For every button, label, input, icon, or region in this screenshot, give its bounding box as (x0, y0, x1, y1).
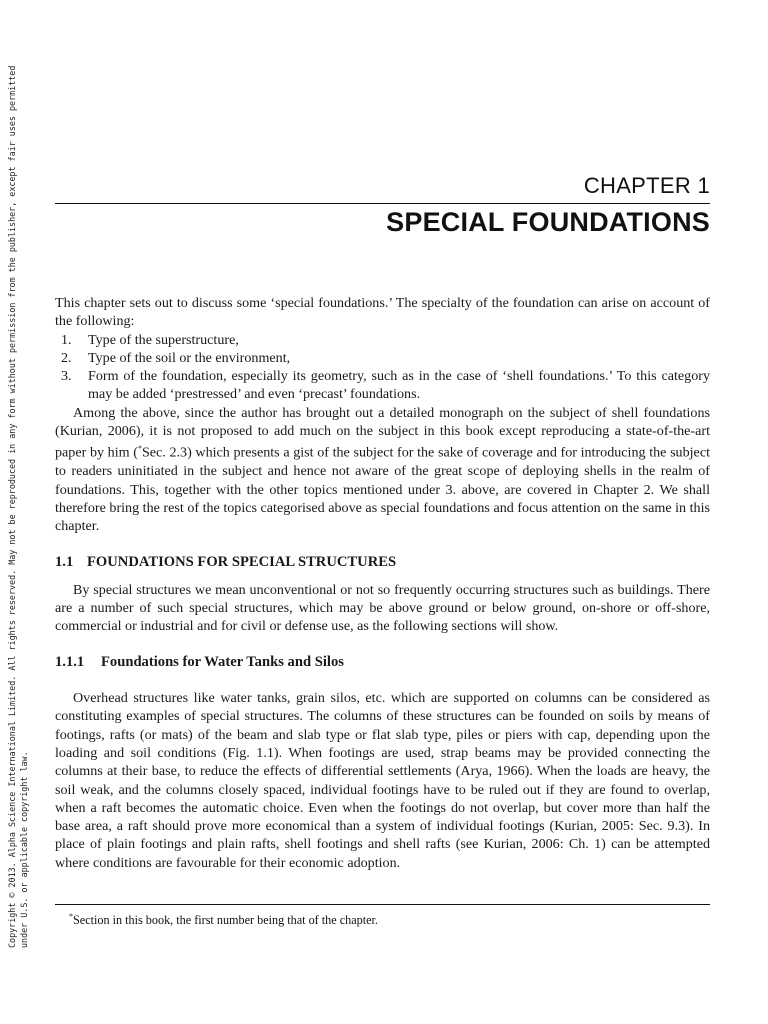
chapter-body (55, 294, 710, 872)
subsection-heading (55, 653, 710, 671)
list-item-text: Type of the soil or the environment, (88, 349, 291, 366)
factor-list (55, 331, 710, 404)
paragraph-text: Sec. 2.3) which presents a gist of the subject for the sake of coverage and for introducing the subject to readers uninitiated in the subject and hence not aware of the great scope of deploying shells in the realm of foundations. This, together with the other topics mentioned under 3. above, are covered in Chapter 2. We shall therefore bring the rest of the topics categorised above as special foundations and focus attention on the same in this chapter. (55, 445, 710, 535)
list-item-text: Form of the foundation, especially its geometry, such as in the case of ‘shell foundations.’ To this category may be added ‘prestressed’ and even ‘precast’ foundations. (88, 368, 710, 403)
footnote-reference: * (137, 444, 142, 454)
copyright-line-2: under U.S. or applicable copyright law. (19, 751, 29, 948)
chapter-title: SPECIAL FOUNDATIONS (386, 207, 710, 237)
subsection-title: Foundations for Water Tanks and Silos (101, 653, 344, 670)
list-item (55, 349, 710, 367)
subsection-number: 1.1.1 (55, 653, 85, 670)
copyright-line-1: Copyright © 2013. Alpha Science International Limited. All rights reserved. May not be reproduced in any form without permission from the publisher, except fair uses permitted (7, 65, 17, 948)
list-item (55, 331, 710, 349)
section-number: 1.1 (55, 553, 74, 570)
list-item-number: 1. (61, 331, 72, 348)
section-heading (55, 553, 710, 571)
copyright-notice (6, 65, 30, 948)
section-title: FOUNDATIONS FOR SPECIAL STRUCTURES (87, 553, 397, 570)
chapter-label: CHAPTER 1 (583, 173, 710, 198)
list-item-number: 2. (61, 349, 72, 366)
subsection-paragraph: Overhead structures like water tanks, grain silos, etc. which are supported on columns can be considered as constituting examples of special structures. The columns of these structures can be founded on soils by means of footings, rafts (or mats) of the beam and slab type or flat slab type, piles or piers with cap, depending upon the loading and soil conditions (Fig. 1.1). When footings are used, strap beams may be provided connecting the columns at their base, to reduce the effects of differential settlements (Arya, 1966). When the loads are heavy, the soil weak, and the columns closely spaced, individual footings have to be ruled out if they are found to overlap, when a raft becomes the automatic choice. Even when the footings do not overlap, but cover more than half the base area, a raft should prove more economical than a system of individual footings (Kurian, 2005: Sec. 9.3). In place of plain footings and plain rafts, shell footings and shell rafts (see Kurian, 2006: Ch. 1) can be attempted where conditions are favourable for their economic adoption. (55, 690, 710, 871)
footnote-mark: * (69, 912, 73, 921)
list-item (55, 367, 710, 404)
shell-foundations-paragraph (55, 404, 710, 536)
chapter-rule (55, 203, 710, 204)
footnote-rule (55, 904, 710, 905)
section-paragraph: By special structures we mean unconventional or not so frequently occurring structures such as buildings. There are a number of such special structures, which may be above ground or below ground, on-shore or off-shore, commercial or industrial and for civil or defense use, as the following sections will show. (55, 581, 710, 635)
list-item-text: Type of the superstructure, (88, 331, 239, 348)
list-item-number: 3. (61, 368, 72, 385)
intro-paragraph: This chapter sets out to discuss some ‘special foundations.’ The specialty of the foundation can arise on account of the following: (55, 295, 710, 330)
footnote-text: Section in this book, the first number being that of the chapter. (73, 913, 378, 928)
footnote (69, 909, 378, 928)
paragraph-text: Among the above, since the author has brought out a detailed monograph on the subject of shell foundations (Kurian, 2006), it is not proposed to add much on the subject in this book except reproducing a state-of-the-art paper by him ( (55, 404, 710, 462)
